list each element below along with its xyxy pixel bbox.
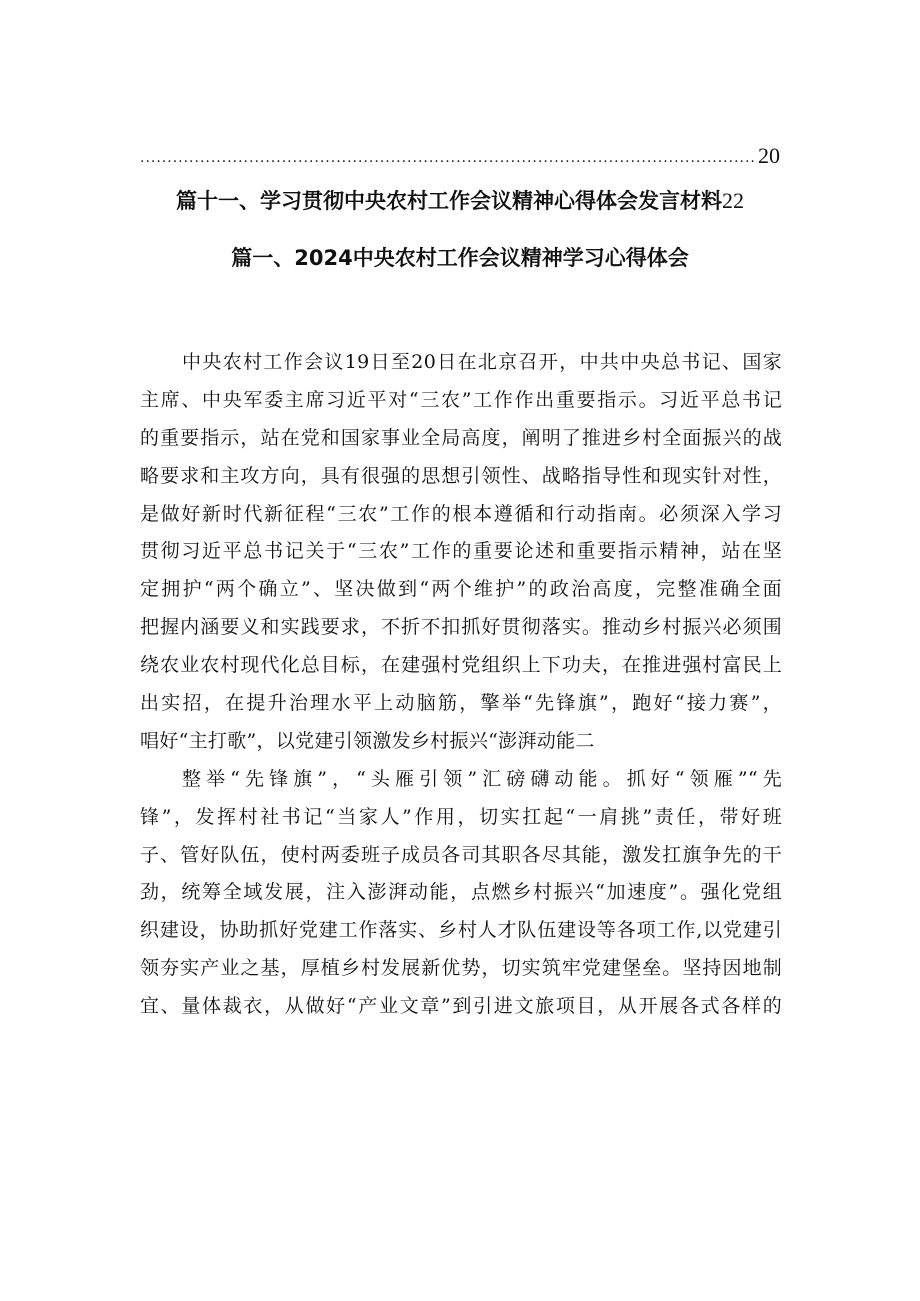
- text-line: 整举“先锋旗”，“头雁引领”汇磅礴动能。抓好“领雁”“先: [182, 767, 782, 790]
- text-line: 锋”，发挥村社书记“当家人”作用，切实扛起“一肩挑”责任，带好班: [140, 805, 782, 828]
- text-line: 略要求和主攻方向，具有很强的思想引领性、战略指导性和现实针对性，: [140, 464, 782, 487]
- text-line: 中央农村工作会议19日至20日在北京召开，中共中央总书记、国家: [182, 351, 782, 373]
- text-line: 绕农业农村现代化总目标，在建强村党组织上下功夫，在推进强村富民上: [140, 654, 782, 677]
- toc-page-number: 20: [758, 143, 780, 168]
- text-line: 贯彻习近平总书记关于“三农”工作的重要论述和重要指示精神，站在坚: [140, 540, 782, 563]
- text-line: 出实招，在提升治理水平上动脑筋，擎举“先锋旗”，跑好“接力赛”，: [140, 692, 782, 715]
- text-line: 主席、中央军委主席习近平对“三农”工作作出重要指示。习近平总书记: [140, 388, 782, 411]
- paragraph-2: [140, 761, 782, 1026]
- text-line: 是做好新时代新征程“三农”工作的根本遵循和行动指南。必须深入学习: [140, 502, 782, 525]
- document-title: 篇一、2024中央农村工作会议精神学习心得体会: [231, 246, 689, 270]
- toc-dotted-line: [140, 138, 780, 168]
- text-line: 把握内涵要义和实践要求，不折不扣抓好贯彻落实。推动乡村振兴必须围: [140, 616, 782, 639]
- text-line: 劲，统筹全域发展，注入澎湃动能，点燃乡村振兴“加速度”。强化党组: [140, 881, 782, 904]
- text-line: 定拥护“两个确立”、坚决做到“两个维护”的政治高度，完整准确全面: [140, 578, 782, 601]
- text-line: 领夯实产业之基，厚植乡村发展新优势，切实筑牢党建堡垒。坚持因地制: [140, 957, 782, 980]
- body-text: [140, 344, 782, 1026]
- text-line: 唱好“主打歌”，以党建引领激发乡村振兴“澎湃动能二: [140, 729, 595, 752]
- paragraph-1: [140, 344, 782, 761]
- toc-leader-dots: [140, 148, 756, 168]
- text-line: 宜、量体裁衣，从做好“产业文章”到引进文旅项目，从开展各式各样的: [140, 995, 782, 1018]
- text-line: 的重要指示，站在党和国家事业全局高度，阐明了推进乡村全面振兴的战: [140, 426, 782, 449]
- toc-entry-11[interactable]: [0, 186, 920, 216]
- text-line: 子、管好队伍，使村两委班子成员各司其职各尽其能，激发扛旗争先的干: [140, 843, 782, 866]
- toc-entry-label: 篇十一、学习贯彻中央农村工作会议精神心得体会发言材料: [176, 189, 722, 213]
- text-line: 织建设，协助抓好党建工作落实、乡村人才队伍建设等各项工作,以党建引: [140, 919, 782, 942]
- toc-entry-page-number: 22: [722, 188, 744, 213]
